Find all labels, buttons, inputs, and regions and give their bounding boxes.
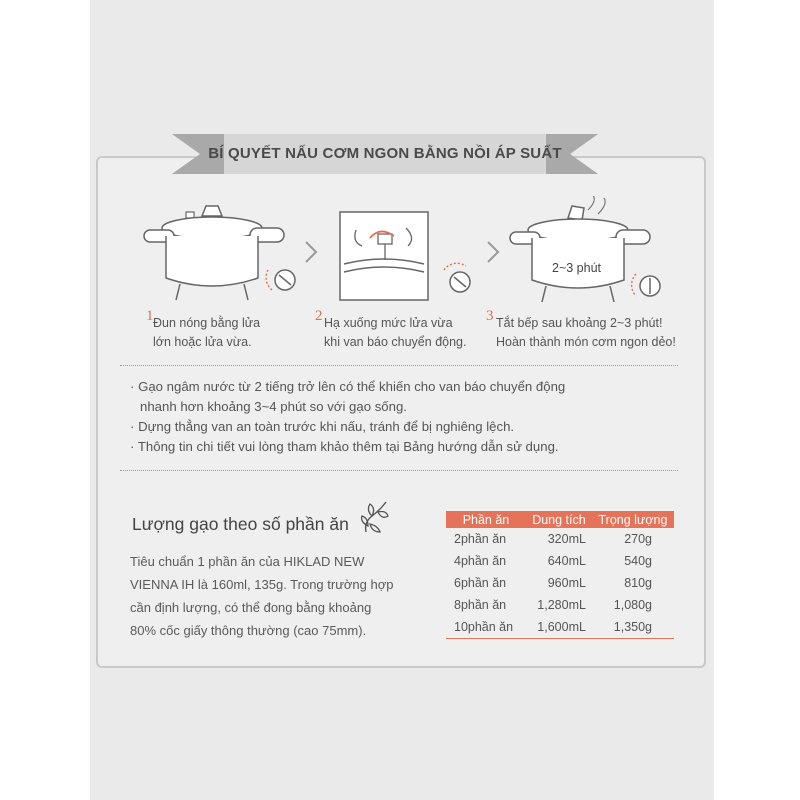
table-cell: 1,350g bbox=[592, 616, 674, 639]
table-row bbox=[446, 528, 674, 550]
valve-closeup-icon bbox=[336, 208, 480, 308]
divider bbox=[120, 365, 678, 366]
table-cell: 1,080g bbox=[613, 598, 652, 612]
table-cell: 270g bbox=[624, 532, 652, 546]
table-cell: 1,600mL bbox=[526, 616, 592, 639]
page-title: BÍ QUYẾT NẤU CƠM NGON BẰNG NỒI ÁP SUẤT bbox=[208, 145, 562, 162]
table-cell: 2phần ăn bbox=[454, 532, 507, 546]
table-row bbox=[446, 550, 674, 572]
table-cell: 640mL bbox=[547, 554, 586, 568]
table-cell: 8phần ăn bbox=[454, 598, 507, 612]
table-row bbox=[446, 572, 674, 594]
step-3-text: Tắt bếp sau khoảng 2~3 phút! Hoàn thành món cơm ngon dẻo! bbox=[496, 316, 676, 349]
rice-description: Tiêu chuẩn 1 phần ăn của HIKLAD NEW VIENNA IH là 160ml, 135g. Trong trường hợp cần định lượng, có thể đong bằng khoảng 80% cốc giấy thông thường (cao 75mm). bbox=[130, 554, 394, 638]
rice-table bbox=[446, 511, 674, 639]
table-cell: 6phần ăn bbox=[454, 576, 507, 590]
column-header: Phần ăn bbox=[446, 511, 526, 528]
table-cell: 1,280mL bbox=[537, 598, 586, 612]
table-cell: 540g bbox=[624, 554, 652, 568]
tip-item-continued: nhanh hơn khoảng 3~4 phút so với gạo sống. bbox=[140, 399, 407, 414]
step-1-text: Đun nóng bằng lửa lớn hoặc lửa vừa. bbox=[153, 316, 261, 349]
table-cell: 10phần ăn bbox=[446, 616, 526, 639]
table-row bbox=[446, 616, 674, 639]
tips-list bbox=[130, 377, 690, 457]
time-badge: 2~3 phút bbox=[552, 261, 602, 275]
step-number: 2 bbox=[315, 308, 323, 324]
chevron-right-icon bbox=[486, 240, 500, 264]
table-cell: 320mL bbox=[547, 532, 586, 546]
pressure-cooker-icon bbox=[140, 198, 300, 306]
table-row bbox=[446, 594, 674, 616]
section-title: Lượng gạo theo số phần ăn bbox=[132, 514, 349, 534]
step-2-text: Hạ xuống mức lửa vừa khi van báo chuyển động. bbox=[324, 316, 467, 349]
tip-item: · Gạo ngâm nước từ 2 tiếng trở lên có thể khiến cho van báo chuyển động bbox=[130, 379, 566, 394]
pressure-cooker-steam-icon bbox=[508, 196, 668, 306]
table-cell: 4phần ăn bbox=[454, 554, 507, 568]
step-number: 3 bbox=[486, 308, 494, 324]
tip-item: · Thông tin chi tiết vui lòng tham khảo thêm tại Bảng hướng dẫn sử dụng. bbox=[130, 439, 559, 454]
table-header-row bbox=[446, 511, 674, 528]
divider bbox=[120, 470, 678, 471]
step-number: 1 bbox=[146, 308, 154, 324]
table-cell: 960mL bbox=[547, 576, 586, 590]
chevron-right-icon bbox=[304, 240, 318, 264]
table-cell: 810g bbox=[624, 576, 652, 590]
column-header: Trọng lượng bbox=[592, 511, 674, 528]
leaf-icon bbox=[360, 496, 392, 536]
column-header: Dung tích bbox=[526, 511, 592, 528]
tip-item: · Dựng thẳng van an toàn trước khi nấu, tránh để bị nghiêng lệch. bbox=[130, 419, 515, 434]
